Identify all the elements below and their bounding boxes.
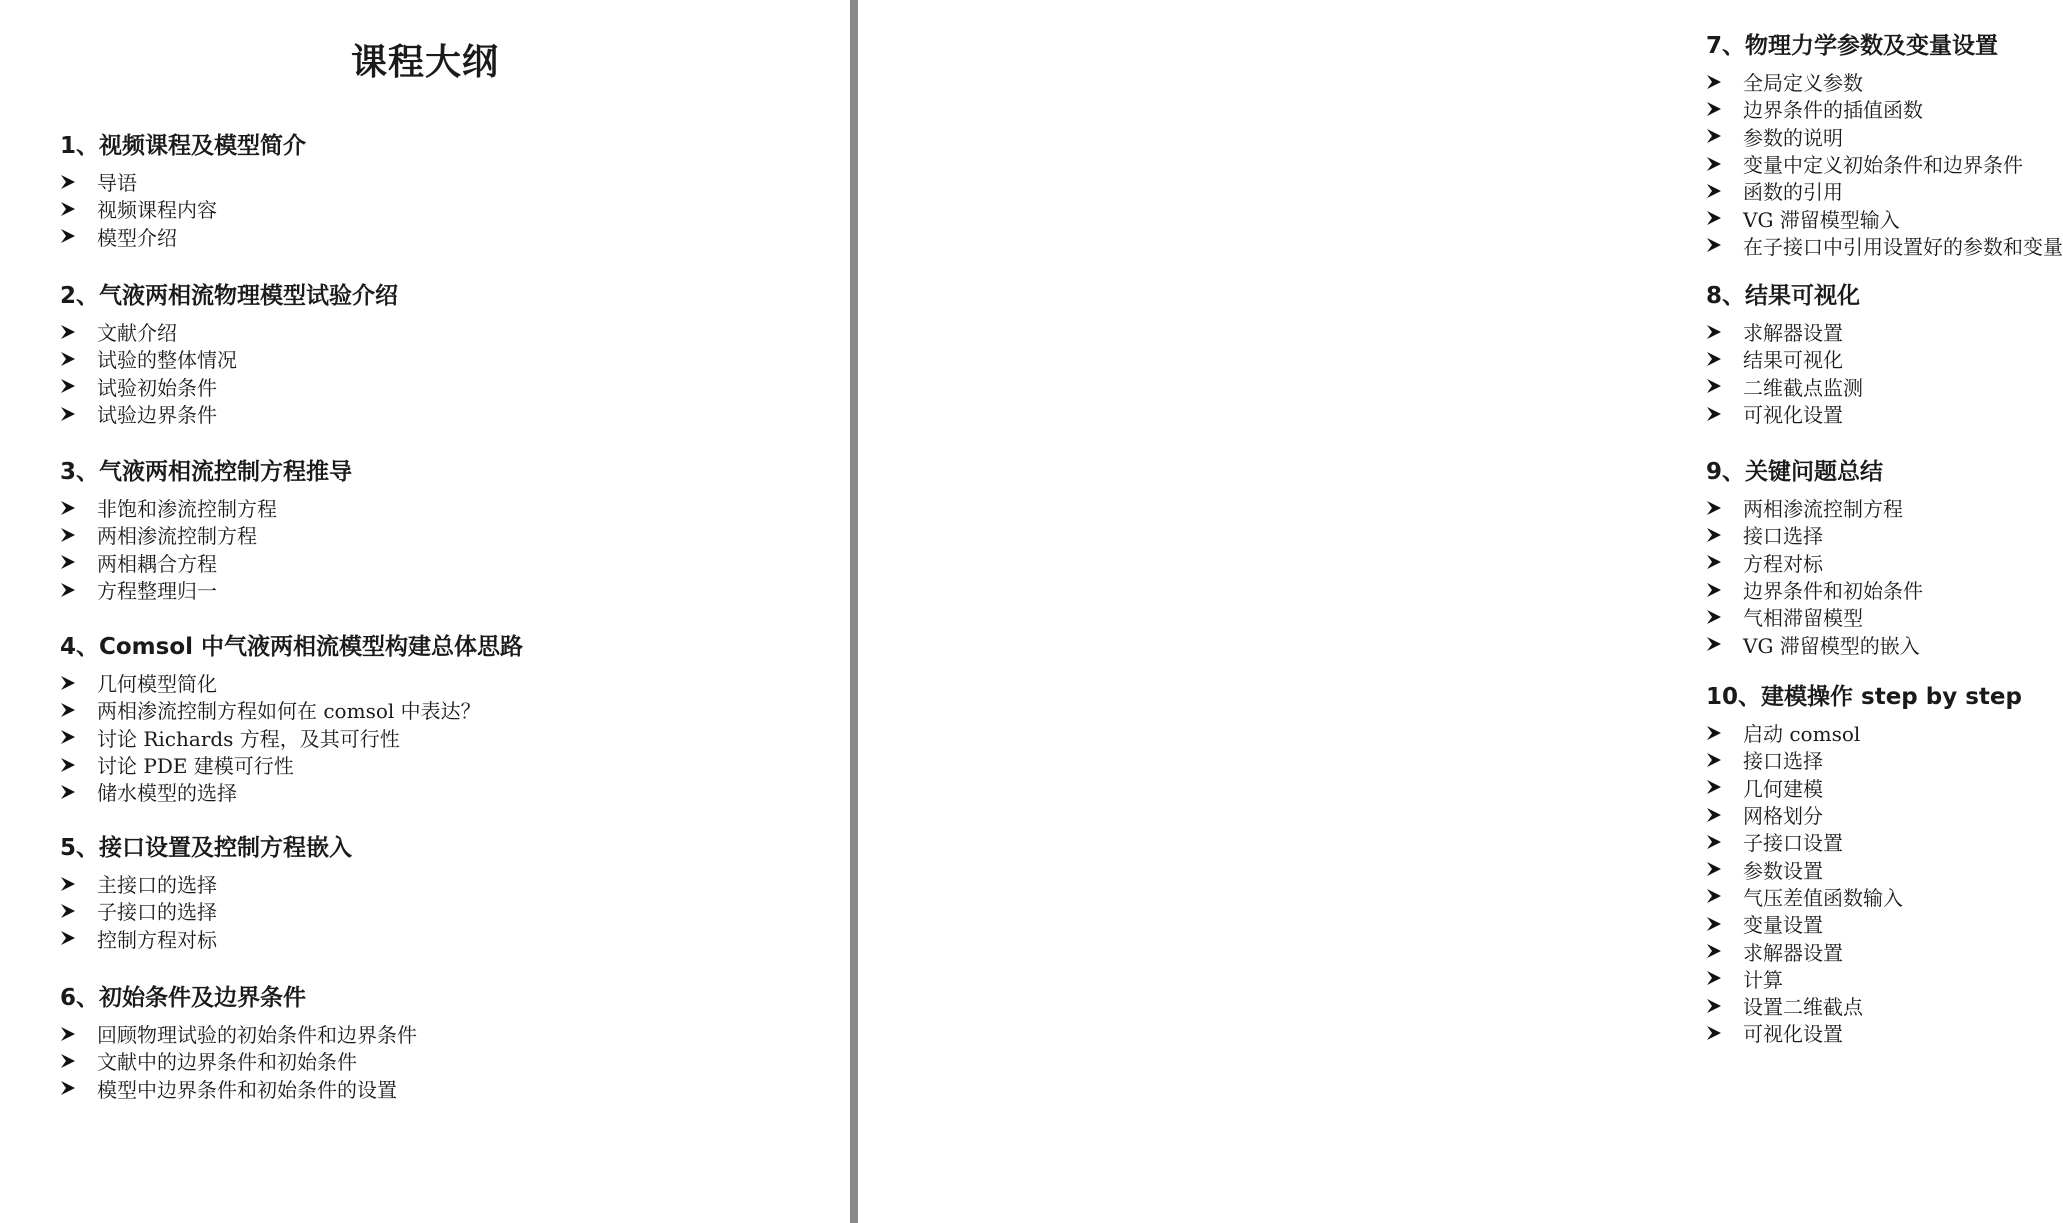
list-item xyxy=(60,696,523,723)
section-heading: 4、Comsol 中气液两相流模型构建总体思路 xyxy=(60,634,524,660)
arrowhead-bullet-icon xyxy=(60,784,97,800)
arrowhead-bullet-icon xyxy=(1706,582,1743,598)
section-heading: 7、物理力学参数及变量设置 xyxy=(1706,33,1999,59)
page-divider xyxy=(850,0,858,1223)
list-item xyxy=(1706,630,1923,657)
list-item xyxy=(1706,746,2022,773)
list-item-text: 气压差值函数输入 xyxy=(1743,885,1903,910)
arrowhead-bullet-icon xyxy=(60,500,97,516)
list-item xyxy=(1706,965,2022,992)
list-item-text: 方程对标 xyxy=(1743,551,1823,576)
arrowhead-bullet-icon xyxy=(1706,943,1743,959)
list-item xyxy=(60,870,352,897)
list-item xyxy=(60,494,352,521)
arrowhead-bullet-icon xyxy=(1706,74,1743,90)
list-item xyxy=(1706,494,1923,521)
list-item xyxy=(60,400,398,427)
arrowhead-bullet-icon xyxy=(1706,128,1743,144)
list-item xyxy=(1706,603,1923,630)
list-item xyxy=(1706,910,2022,937)
outline-section xyxy=(60,832,352,952)
list-item-text: 可视化设置 xyxy=(1743,403,1843,428)
list-item xyxy=(1706,719,2022,746)
list-item-text: 文献中的边界条件和初始条件 xyxy=(97,1050,357,1075)
section-heading: 1、视频课程及模型简介 xyxy=(60,133,307,159)
list-item-text: 求解器设置 xyxy=(1743,321,1843,346)
list-item-text: 两相渗流控制方程 xyxy=(1743,497,1903,522)
section-item-list xyxy=(1706,68,2063,259)
arrowhead-bullet-icon xyxy=(1706,500,1743,516)
arrowhead-bullet-icon xyxy=(60,351,97,367)
arrowhead-bullet-icon xyxy=(60,1053,97,1069)
arrowhead-bullet-icon xyxy=(60,1080,97,1096)
list-item xyxy=(1706,937,2022,964)
arrowhead-bullet-icon xyxy=(60,324,97,340)
right-page xyxy=(858,0,2063,1223)
list-item xyxy=(1706,400,1863,427)
arrowhead-bullet-icon xyxy=(60,729,97,745)
list-item-text: 设置二维截点 xyxy=(1743,995,1863,1020)
list-item-text: 控制方程对标 xyxy=(97,927,217,952)
section-heading: 3、气液两相流控制方程推导 xyxy=(60,459,353,485)
list-item xyxy=(1706,95,2063,122)
list-item xyxy=(60,521,352,548)
list-item xyxy=(60,576,352,603)
arrowhead-bullet-icon xyxy=(60,930,97,946)
list-item xyxy=(1706,318,1863,345)
section-item-list xyxy=(60,669,523,805)
section-item-list xyxy=(60,168,306,250)
list-item-text: 方程整理归一 xyxy=(97,579,217,604)
list-item xyxy=(1706,373,1863,400)
list-item-text: 启动 comsol xyxy=(1743,722,1861,747)
list-item-text: 几何建模 xyxy=(1743,776,1823,801)
list-item-text: 接口选择 xyxy=(1743,524,1823,549)
section-item-list xyxy=(1706,494,1923,658)
list-item-text: 试验初始条件 xyxy=(97,375,217,400)
arrowhead-bullet-icon xyxy=(60,228,97,244)
section-heading: 8、结果可视化 xyxy=(1706,283,1861,309)
list-item-text: 求解器设置 xyxy=(1743,940,1843,965)
outline-section xyxy=(60,456,352,603)
list-item xyxy=(1706,992,2022,1019)
list-item-text: 回顾物理试验的初始条件和边界条件 xyxy=(97,1023,417,1048)
arrowhead-bullet-icon xyxy=(60,406,97,422)
section-item-list xyxy=(60,1020,417,1102)
list-item-text: 讨论 PDE 建模可行性 xyxy=(97,754,294,779)
arrowhead-bullet-icon xyxy=(1706,324,1743,340)
arrowhead-bullet-icon xyxy=(60,757,97,773)
list-item-text: 两相耦合方程 xyxy=(97,551,217,576)
arrowhead-bullet-icon xyxy=(1706,916,1743,932)
list-item xyxy=(60,1075,417,1102)
list-item xyxy=(60,373,398,400)
outline-section xyxy=(60,631,523,805)
section-item-list xyxy=(60,494,352,603)
list-item xyxy=(1706,774,2022,801)
section-heading: 10、建模操作 step by step xyxy=(1706,684,2022,710)
list-item-text: 子接口设置 xyxy=(1743,831,1843,856)
arrowhead-bullet-icon xyxy=(1706,861,1743,877)
arrowhead-bullet-icon xyxy=(1706,834,1743,850)
list-item-text: 计算 xyxy=(1743,967,1783,992)
list-item-text: VG 滞留模型的嵌入 xyxy=(1743,633,1920,658)
outline-section xyxy=(60,130,306,250)
list-item xyxy=(1706,150,2063,177)
arrowhead-bullet-icon xyxy=(1706,237,1743,253)
list-item xyxy=(1706,123,2063,150)
list-item xyxy=(60,168,306,195)
list-item-text: 气相滞留模型 xyxy=(1743,606,1863,631)
section-item-list xyxy=(60,870,352,952)
list-item-text: 试验的整体情况 xyxy=(97,348,237,373)
list-item xyxy=(60,223,306,250)
list-item-text: 导语 xyxy=(97,171,137,196)
list-item-text: 文献介绍 xyxy=(97,321,177,346)
arrowhead-bullet-icon xyxy=(60,174,97,190)
outline-section xyxy=(60,280,398,427)
section-heading: 6、初始条件及边界条件 xyxy=(60,985,307,1011)
list-item xyxy=(1706,204,2063,231)
list-item-text: 可视化设置 xyxy=(1743,1022,1843,1047)
arrowhead-bullet-icon xyxy=(1706,378,1743,394)
section-item-list xyxy=(60,318,398,427)
list-item-text: 参数设置 xyxy=(1743,858,1823,883)
list-item-text: 边界条件和初始条件 xyxy=(1743,579,1923,604)
arrowhead-bullet-icon xyxy=(1706,554,1743,570)
list-item xyxy=(60,897,352,924)
arrowhead-bullet-icon xyxy=(1706,998,1743,1014)
arrowhead-bullet-icon xyxy=(1706,1025,1743,1041)
arrowhead-bullet-icon xyxy=(1706,210,1743,226)
arrowhead-bullet-icon xyxy=(60,876,97,892)
arrowhead-bullet-icon xyxy=(1706,351,1743,367)
arrowhead-bullet-icon xyxy=(60,675,97,691)
section-heading: 9、关键问题总结 xyxy=(1706,459,1884,485)
list-item-text: 在子接口中引用设置好的参数和变量 xyxy=(1743,234,2063,259)
list-item-text: 接口选择 xyxy=(1743,749,1823,774)
list-item xyxy=(1706,521,1923,548)
list-item xyxy=(60,1020,417,1047)
section-item-list xyxy=(1706,719,2022,1047)
list-item xyxy=(60,1047,417,1074)
list-item xyxy=(1706,549,1923,576)
list-item-text: 两相渗流控制方程如何在 comsol 中表达？ xyxy=(97,699,481,724)
arrowhead-bullet-icon xyxy=(60,582,97,598)
list-item xyxy=(1706,177,2063,204)
section-heading: 5、接口设置及控制方程嵌入 xyxy=(60,835,353,861)
arrowhead-bullet-icon xyxy=(60,702,97,718)
arrowhead-bullet-icon xyxy=(1706,527,1743,543)
document-title: 课程大纲 xyxy=(350,42,499,83)
list-item-text: 几何模型简化 xyxy=(97,672,217,697)
list-item-text: 全局定义参数 xyxy=(1743,71,1863,96)
outline-section xyxy=(1706,280,1863,427)
list-item-text: 结果可视化 xyxy=(1743,348,1843,373)
outline-section xyxy=(60,982,417,1102)
list-item-text: 模型介绍 xyxy=(97,225,177,250)
list-item xyxy=(1706,883,2022,910)
list-item xyxy=(60,195,306,222)
list-item xyxy=(60,778,523,805)
arrowhead-bullet-icon xyxy=(1706,609,1743,625)
arrowhead-bullet-icon xyxy=(1706,888,1743,904)
list-item-text: 两相渗流控制方程 xyxy=(97,524,257,549)
arrowhead-bullet-icon xyxy=(1706,183,1743,199)
arrowhead-bullet-icon xyxy=(60,378,97,394)
list-item-text: 网格划分 xyxy=(1743,804,1823,829)
arrowhead-bullet-icon xyxy=(1706,779,1743,795)
list-item xyxy=(1706,68,2063,95)
list-item-text: 非饱和渗流控制方程 xyxy=(97,497,277,522)
arrowhead-bullet-icon xyxy=(60,1026,97,1042)
list-item xyxy=(60,724,523,751)
list-item-text: 变量中定义初始条件和边界条件 xyxy=(1743,153,2023,178)
list-item-text: 主接口的选择 xyxy=(97,873,217,898)
list-item xyxy=(60,925,352,952)
list-item xyxy=(1706,855,2022,882)
list-item-text: 讨论 Richards 方程，及其可行性 xyxy=(97,726,400,751)
arrowhead-bullet-icon xyxy=(60,527,97,543)
arrowhead-bullet-icon xyxy=(1706,752,1743,768)
list-item-text: VG 滞留模型输入 xyxy=(1743,207,1900,232)
arrowhead-bullet-icon xyxy=(1706,101,1743,117)
arrowhead-bullet-icon xyxy=(1706,807,1743,823)
arrowhead-bullet-icon xyxy=(1706,725,1743,741)
list-item-text: 变量设置 xyxy=(1743,913,1823,938)
arrowhead-bullet-icon xyxy=(60,554,97,570)
section-heading: 2、气液两相流物理模型试验介绍 xyxy=(60,283,399,309)
list-item xyxy=(1706,232,2063,259)
list-item xyxy=(60,751,523,778)
list-item xyxy=(1706,345,1863,372)
list-item xyxy=(1706,801,2022,828)
arrowhead-bullet-icon xyxy=(1706,636,1743,652)
outline-section xyxy=(1706,681,2022,1047)
section-item-list xyxy=(1706,318,1863,427)
left-page xyxy=(0,0,850,1223)
arrowhead-bullet-icon xyxy=(60,903,97,919)
list-item-text: 边界条件的插值函数 xyxy=(1743,98,1923,123)
list-item xyxy=(1706,1019,2022,1046)
list-item-text: 试验边界条件 xyxy=(97,403,217,428)
arrowhead-bullet-icon xyxy=(1706,970,1743,986)
list-item xyxy=(1706,576,1923,603)
list-item xyxy=(60,345,398,372)
arrowhead-bullet-icon xyxy=(1706,156,1743,172)
outline-section xyxy=(1706,456,1923,658)
list-item-text: 子接口的选择 xyxy=(97,900,217,925)
arrowhead-bullet-icon xyxy=(1706,406,1743,422)
list-item-text: 参数的说明 xyxy=(1743,125,1843,150)
outline-section xyxy=(1706,30,2063,259)
list-item xyxy=(60,669,523,696)
list-item-text: 视频课程内容 xyxy=(97,198,217,223)
list-item xyxy=(60,549,352,576)
list-item-text: 函数的引用 xyxy=(1743,180,1843,205)
arrowhead-bullet-icon xyxy=(60,201,97,217)
list-item-text: 模型中边界条件和初始条件的设置 xyxy=(97,1077,397,1102)
list-item xyxy=(1706,828,2022,855)
list-item xyxy=(60,318,398,345)
list-item-text: 二维截点监测 xyxy=(1743,375,1863,400)
list-item-text: 储水模型的选择 xyxy=(97,781,237,806)
